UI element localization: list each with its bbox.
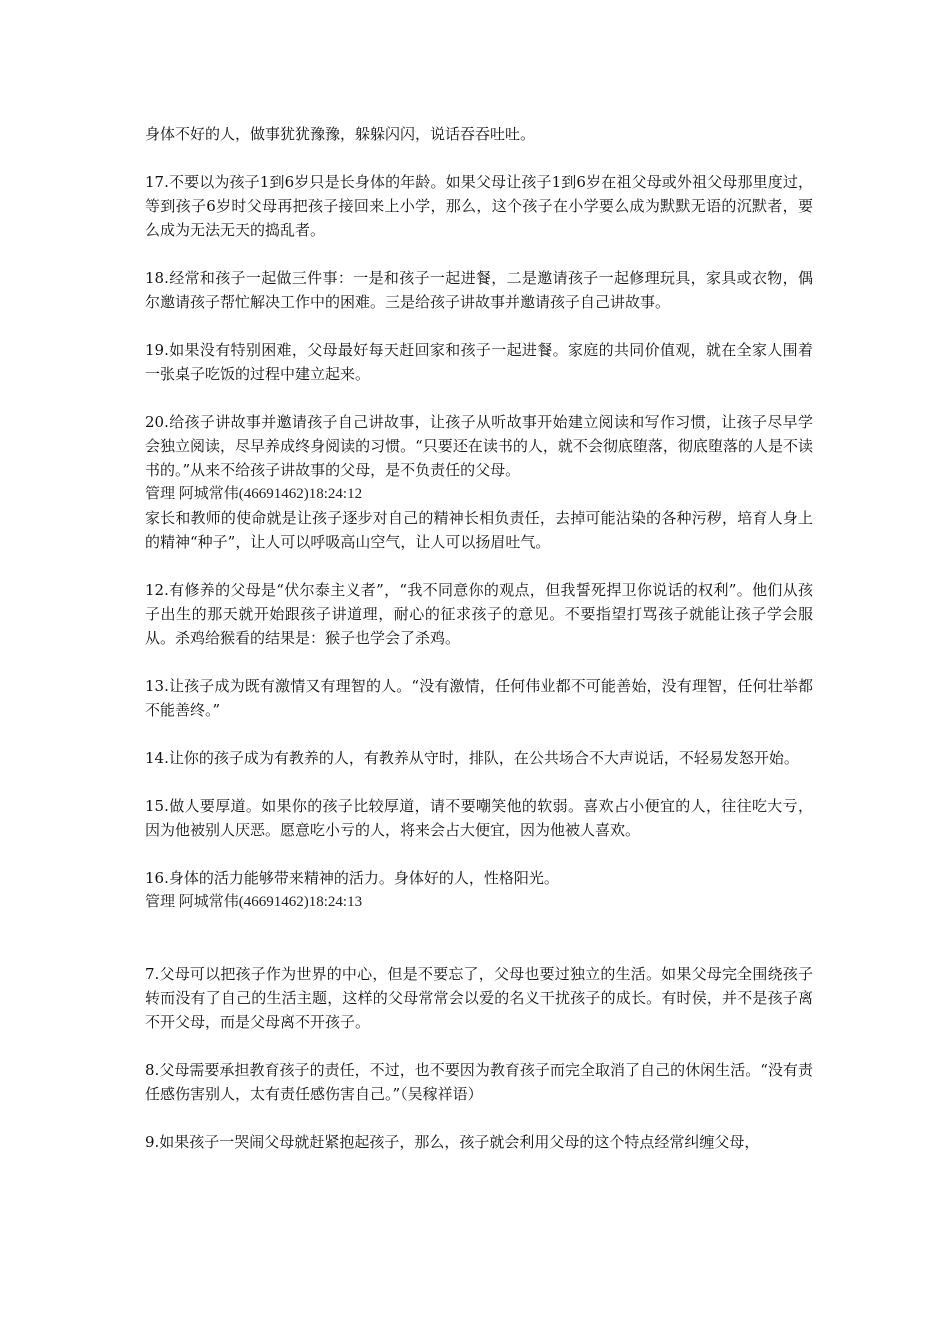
paragraph-intro: 身体不好的人，做事犹犹豫豫，躲躲闪闪，说话吞吞吐吐。 [145, 125, 536, 143]
paragraph-spacer [145, 146, 813, 170]
paragraph-spacer [145, 842, 813, 866]
paragraph-spacer [145, 650, 813, 674]
paragraph-spacer [145, 914, 813, 962]
message-meta: 管理 阿城常伟(46691462)18:24:12 [145, 486, 363, 502]
paragraph-spacer [145, 242, 813, 266]
document-body [145, 122, 813, 1154]
paragraph-16: 16.身体的活力能够带来精神的活力。身体好的人，性格阳光。 [145, 869, 559, 887]
paragraph-spacer [145, 722, 813, 746]
paragraph-20: 20.给孩子讲故事并邀请孩子自己讲故事，让孩子从听故事开始建立阅读和写作习惯，让孩子尽早学会独立阅读，尽早养成终身阅读的习惯。“只要还在读书的人，就不会彻底堕落，彻底堕落的人是不读书的。”从来不给孩子讲故事的父母，是不负责任的父母。 [145, 413, 813, 479]
paragraph-spacer [145, 770, 813, 794]
paragraph-19: 19.如果没有特别困难，父母最好每天赶回家和孩子一起进餐。家庭的共同价值观，就在全家人围着一张桌子吃饭的过程中建立起来。 [145, 341, 813, 383]
paragraph-mission: 家长和教师的使命就是让孩子逐步对自己的精神长相负责任，去掉可能沾染的各种污秽，培育人身上的精神“种子”，让人可以呼吸高山空气，让人可以扬眉吐气。 [145, 509, 813, 551]
paragraph-7: 7.父母可以把孩子作为世界的中心，但是不要忘了，父母也要过独立的生活。如果父母完全围绕孩子转而没有了自己的生活主题，这样的父母常常会以爱的名义干扰孩子的成长。有时侯，并不是孩子离不开父母，而是父母离不开孩子。 [145, 965, 813, 1031]
paragraph-spacer [145, 386, 813, 410]
paragraph-spacer [145, 554, 813, 578]
paragraph-spacer [145, 1106, 813, 1130]
paragraph-13: 13.让孩子成为既有激情又有理智的人。“没有激情，任何伟业都不可能善始，没有理智，任何壮举都不能善终。” [145, 677, 813, 719]
paragraph-17: 17.不要以为孩子1到6岁只是长身体的年龄。如果父母让孩子1到6岁在祖父母或外祖父母那里度过，等到孩子6岁时父母再把孩子接回来上小学，那么，这个孩子在小学要么成为默默无语的沉默者，要么成为无法无天的捣乱者。 [145, 173, 813, 239]
paragraph-15: 15.做人要厚道。如果你的孩子比较厚道，请不要嘲笑他的软弱。喜欢占小便宜的人，往往吃大亏，因为他被别人厌恶。愿意吃小亏的人，将来会占大便宜，因为他被人喜欢。 [145, 797, 813, 839]
paragraph-spacer [145, 314, 813, 338]
paragraph-spacer [145, 1034, 813, 1058]
message-meta: 管理 阿城常伟(46691462)18:24:13 [145, 894, 363, 910]
paragraph-18: 18.经常和孩子一起做三件事：一是和孩子一起进餐，二是邀请孩子一起修理玩具，家具或衣物，偶尔邀请孩子帮忙解决工作中的困难。三是给孩子讲故事并邀请孩子自己讲故事。 [145, 269, 813, 311]
paragraph-14: 14.让你的孩子成为有教养的人，有教养从守时，排队，在公共场合不大声说话，不轻易发怒开始。 [145, 749, 799, 767]
paragraph-9: 9.如果孩子一哭闹父母就赶紧抱起孩子，那么，孩子就会利用父母的这个特点经常纠缠父母， [145, 1133, 760, 1151]
paragraph-12: 12.有修养的父母是“伏尔泰主义者”，“我不同意你的观点，但我誓死捍卫你说话的权利”。他们从孩子出生的那天就开始跟孩子讲道理，耐心的征求孩子的意见。不要指望打骂孩子就能让孩子学会服从。杀鸡给猴看的结果是：猴子也学会了杀鸡。 [145, 581, 813, 647]
paragraph-8: 8.父母需要承担教育孩子的责任，不过，也不要因为教育孩子而完全取消了自己的休闲生活。“没有责任感伤害别人，太有责任感伤害自己。”（吴稼祥语） [145, 1061, 813, 1103]
